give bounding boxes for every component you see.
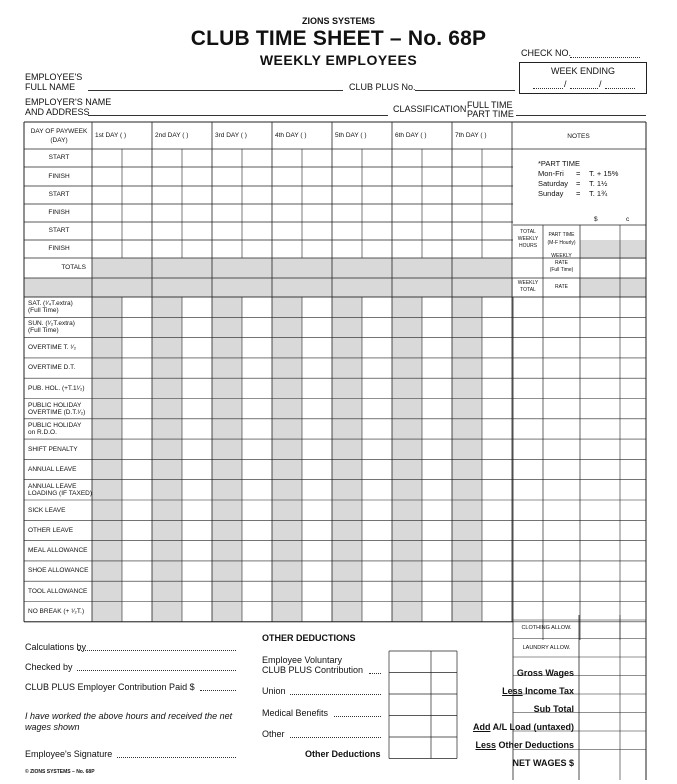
earning-row-label <box>28 527 73 534</box>
less-other-label <box>444 740 574 750</box>
rate-equals: = <box>576 179 581 188</box>
declaration-line-2: wages shown <box>25 722 80 732</box>
day-header-1: 1st DAY ( ) <box>95 132 127 139</box>
checked-by-field[interactable] <box>77 670 236 671</box>
full-time-label: FULL TIME <box>467 100 513 110</box>
checked-by-label: Checked by <box>25 662 73 672</box>
wt-line: WEEKLY <box>517 280 539 286</box>
signature-label: Employee's Signature <box>25 749 113 759</box>
totals-shade <box>452 258 512 278</box>
deduction-other: Other <box>262 729 285 739</box>
deduction-union: Union <box>262 686 286 696</box>
sub-total-label: Sub Total <box>533 704 574 714</box>
income-tax-label <box>454 686 574 696</box>
earning-row-label-line: (Full Time) <box>28 307 59 314</box>
twh-line: HOURS <box>518 243 538 249</box>
deduction-line: CLUB PLUS Contribution <box>262 665 364 675</box>
deduction-line: Employee Voluntary <box>262 655 343 665</box>
notes-header: NOTES <box>567 133 590 140</box>
earning-row-label <box>28 344 76 351</box>
deduction-union-dots <box>290 694 381 695</box>
employee-name-label-1: EMPLOYEE'S <box>25 72 83 82</box>
form-subtitle: WEEKLY EMPLOYEES <box>259 52 418 68</box>
earning-row-label-line: OVERTIME (D.T.¹⁄₂) <box>28 408 86 416</box>
earning-row-label-line: SHOE ALLOWANCE <box>28 567 89 575</box>
earning-row-label <box>28 588 87 595</box>
other-deductions-total-label: Other Deductions <box>305 749 381 759</box>
totals-shade <box>392 258 452 278</box>
rate-value: T. 1½ <box>589 179 608 188</box>
dollar-sign: $ <box>594 216 598 223</box>
deduction-voluntary-dots <box>369 673 381 674</box>
weekly-rate-label <box>544 253 579 274</box>
clothing-allow-label: CLOTHING ALLOW. <box>521 625 572 631</box>
rate-day: Sunday <box>538 189 564 198</box>
date-separator: / <box>564 79 567 89</box>
check-no-label: CHECK NO. <box>521 48 572 58</box>
day-header-2: 2nd DAY ( ) <box>155 132 189 139</box>
rate-equals: = <box>576 189 581 198</box>
al-load-text: A/L Load (untaxed) <box>490 722 574 732</box>
part-time-label: PART TIME <box>467 109 514 119</box>
club-plus-no-label: CLUB PLUS No. <box>349 82 416 92</box>
date-separator: / <box>599 79 602 89</box>
rate-shade <box>580 240 646 259</box>
brand-name: ZIONS SYSTEMS <box>301 16 375 26</box>
earning-row-label-line: MEAL ALLOWANCE <box>28 547 88 555</box>
totals-shade <box>152 258 212 278</box>
employer-contribution-field[interactable] <box>200 690 236 691</box>
day-header-6: 6th DAY ( ) <box>395 132 427 139</box>
totals-shade <box>272 258 332 278</box>
earning-row-label-line: PUB. HOL. (+T.1¹⁄₂) <box>28 384 85 392</box>
row-label-finish: FINISH <box>48 209 70 216</box>
add-underlined: Add <box>472 722 491 732</box>
row-label-finish: FINISH <box>48 172 70 180</box>
totals-shade <box>92 258 152 278</box>
gross-wages-label: Gross Wages <box>516 668 574 678</box>
rate-value: T. 1¾ <box>589 189 608 198</box>
less-other-text: Other Deductions <box>495 740 574 750</box>
deduction-voluntary <box>262 655 363 675</box>
totals-shade <box>212 258 272 278</box>
day-header-line-1: DAY OF PAYWEEK <box>30 128 88 135</box>
rate-day: Mon-Fri <box>538 169 564 178</box>
earning-row-label <box>28 320 75 334</box>
signature-field[interactable] <box>117 757 236 758</box>
net-wages-label: NET WAGES $ <box>512 758 574 768</box>
income-tax-text: Income Tax <box>522 686 574 696</box>
earning-row-label-line: OVERTIME T. ¹⁄₂ <box>28 344 77 352</box>
twh-line: WEEKLY <box>517 236 539 242</box>
totals-shade <box>332 258 392 278</box>
employee-name-label-2: FULL NAME <box>25 82 76 92</box>
al-load-label <box>444 722 574 732</box>
day-header-7: 7th DAY ( ) <box>455 132 487 139</box>
row-label-finish: FINISH <box>48 245 70 252</box>
ptr-line: PART TIME <box>548 232 575 238</box>
earning-row-label <box>28 300 73 314</box>
earning-row-label-line: on R.D.O. <box>28 428 57 436</box>
earning-row-label <box>28 466 76 473</box>
earning-row-label <box>28 364 75 371</box>
row-label-start: START <box>48 191 70 198</box>
earning-row-label-line: SAT. (¹⁄₄T.extra) <box>28 300 73 307</box>
earning-row-label-line: LOADING (IF TAXED) <box>28 489 93 497</box>
wr-line: WEEKLY <box>551 253 572 259</box>
employer-label-2: AND ADDRESS <box>25 107 90 117</box>
calculations-by-label: Calculations by <box>25 642 87 652</box>
earning-row-label-line: NO BREAK (+ ¹⁄₂T.) <box>28 608 85 615</box>
classification-label: CLASSIFICATION <box>393 104 467 114</box>
earning-row-label-line: SHIFT PENALTY <box>28 445 78 453</box>
laundry-allow-label: LAUNDRY ALLOW. <box>522 645 571 651</box>
total-weekly-hours-label <box>513 229 543 250</box>
part-time-mon-fri <box>538 170 564 177</box>
twh-line: TOTAL <box>520 229 536 235</box>
week-ending-label: WEEK ENDING <box>550 66 615 76</box>
day-of-payweek-header <box>26 127 92 145</box>
part-time-note-title: *PART TIME <box>538 159 580 168</box>
row-label-totals: TOTALS <box>61 264 86 271</box>
rate-shade <box>580 278 646 297</box>
earning-row-label <box>28 483 92 497</box>
earning-row-label <box>28 446 78 453</box>
earning-row-label-line: OTHER LEAVE <box>28 526 74 534</box>
earning-row-label <box>28 402 85 416</box>
earning-row-label <box>28 547 87 554</box>
rate-value: T. + 15% <box>589 169 619 178</box>
declaration-line-1: I have worked the above hours and received the net <box>25 711 233 721</box>
rate-label: RATE <box>555 284 568 290</box>
earning-row-label-line: OVERTIME D.T. <box>28 364 76 372</box>
earning-row-label-line: ANNUAL LEAVE <box>28 465 77 473</box>
wt-line: TOTAL <box>520 287 536 293</box>
deduction-medical: Medical Benefits <box>262 708 329 718</box>
rate-day: Saturday <box>538 179 569 188</box>
earning-row-label <box>28 385 85 392</box>
earning-row-label-line: PUBLIC HOLIDAY <box>28 421 82 429</box>
wr-line: (Full Time) <box>549 267 574 273</box>
earning-row-label <box>28 422 81 436</box>
earning-row-label-line: ANNUAL LEAVE <box>28 482 77 490</box>
form-title: CLUB TIME SHEET – No. 68P <box>190 27 487 50</box>
deduction-other-dots <box>290 737 381 738</box>
weekly-total-label <box>513 280 543 294</box>
earning-row-label <box>28 608 84 615</box>
wr-line: RATE <box>555 260 568 266</box>
rate-equals: = <box>576 169 581 178</box>
copyright: © ZIONS SYSTEMS – No. 68P <box>25 769 95 775</box>
earning-row-label-line: (Full Time) <box>28 327 59 335</box>
day-header-line-2: (DAY) <box>50 137 68 144</box>
earning-row-label-line: PUBLIC HOLIDAY <box>28 401 82 409</box>
row-label-start: START <box>48 227 70 234</box>
less-underlined: Less <box>502 686 523 696</box>
deduction-medical-dots <box>334 716 381 717</box>
day-header-4: 4th DAY ( ) <box>275 132 307 139</box>
row-label-start: START <box>48 154 70 161</box>
cents-sign: c <box>626 216 630 223</box>
earning-row-label-line: TOOL ALLOWANCE <box>28 587 88 595</box>
calculations-by-field[interactable] <box>78 650 236 651</box>
employer-contribution-label: CLUB PLUS Employer Contribution Paid $ <box>25 682 195 692</box>
less-underlined: Less <box>475 740 496 750</box>
day-header-5: 5th DAY ( ) <box>335 132 367 139</box>
ptr-line: (M-F Hourly) <box>547 240 576 246</box>
earning-row-label-line: SUN. (¹⁄₂T.extra) <box>28 320 75 328</box>
day-header-3: 3rd DAY ( ) <box>215 132 247 139</box>
earning-row-label-line: SICK LEAVE <box>28 506 66 514</box>
other-deductions-title: OTHER DEDUCTIONS <box>262 633 356 643</box>
earning-row-label <box>28 567 88 574</box>
part-time-rate-label <box>544 231 579 247</box>
employer-label-1: EMPLOYER'S NAME <box>25 97 112 107</box>
earning-row-label <box>28 507 65 514</box>
